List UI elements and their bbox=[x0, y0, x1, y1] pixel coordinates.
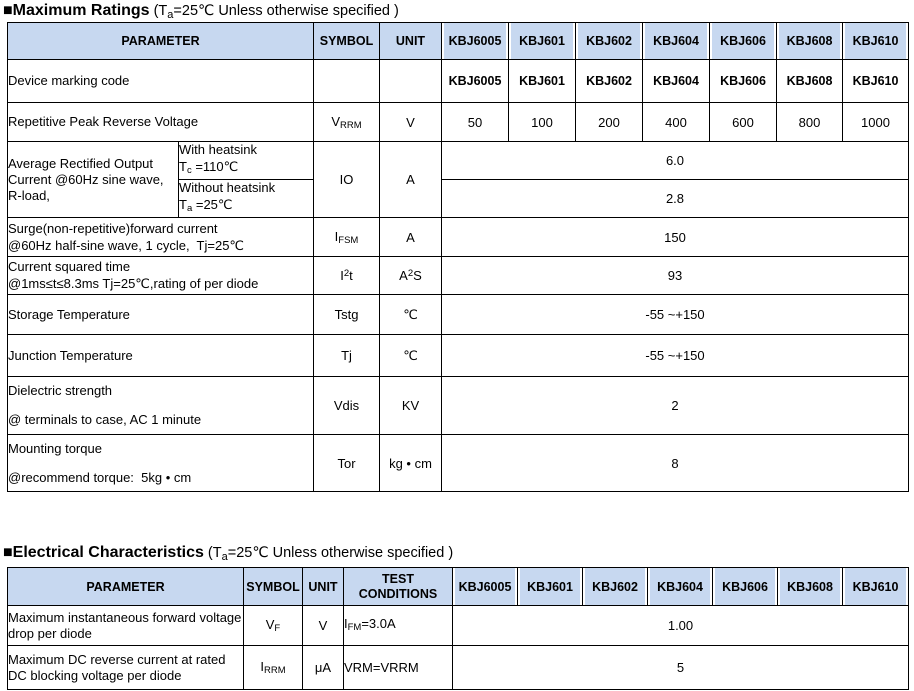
marking-value: KBJ6005 bbox=[442, 60, 509, 103]
device-header-chip bbox=[779, 23, 840, 59]
t2-device-header-kbj601 bbox=[518, 568, 583, 606]
empty-symbol-cell bbox=[314, 60, 380, 103]
marking-value: KBJ601 bbox=[509, 60, 576, 103]
condition-open: (T bbox=[149, 3, 168, 19]
t1-row-tstg bbox=[8, 295, 909, 335]
t1-header-parameter: PARAMETER bbox=[8, 23, 314, 60]
device-name: KBJ6005 bbox=[458, 579, 512, 594]
symbol-sub: RRM bbox=[340, 119, 362, 131]
device-name: KBJ610 bbox=[852, 579, 899, 594]
vdis-param-lines bbox=[8, 383, 313, 428]
symbol-main: I bbox=[334, 228, 339, 244]
device-name: KBJ604 bbox=[657, 579, 703, 594]
symbol-main: I bbox=[260, 659, 264, 674]
t1-header-symbol: SYMBOL bbox=[314, 23, 380, 60]
t1-device-header-kbj602 bbox=[576, 23, 643, 60]
test-line1: TEST bbox=[382, 571, 414, 586]
device-header-chip bbox=[780, 568, 840, 605]
io-value-with-heatsink: 6.0 bbox=[442, 142, 909, 180]
marking-value: KBJ608 bbox=[777, 60, 843, 103]
device-name: KBJ608 bbox=[786, 34, 833, 48]
symbol-main: I bbox=[340, 268, 344, 283]
cond-sub: FM bbox=[347, 621, 362, 633]
marking-param: Device marking code bbox=[8, 60, 314, 103]
device-header-chip bbox=[455, 568, 515, 605]
vdis-symbol: Vdis bbox=[314, 377, 380, 435]
param-line1: Mounting torque bbox=[8, 440, 102, 456]
device-name: KBJ602 bbox=[592, 579, 638, 594]
cond-post: =110℃ bbox=[191, 159, 239, 174]
cond-pre: T bbox=[179, 159, 187, 174]
vrrm-value: 800 bbox=[777, 103, 843, 142]
vrrm-param: Repetitive Peak Reverse Voltage bbox=[8, 103, 314, 142]
ifsm-param bbox=[8, 218, 314, 257]
i2t-param bbox=[8, 257, 314, 295]
io-symbol: IO bbox=[314, 142, 380, 218]
t2-device-header-kbj606 bbox=[713, 568, 778, 606]
condition-sub-a: a bbox=[221, 551, 228, 563]
device-header-chip bbox=[444, 23, 506, 59]
marking-value: KBJ610 bbox=[843, 60, 909, 103]
cond-sub: c bbox=[186, 165, 192, 176]
unit-main: A bbox=[399, 268, 408, 283]
tj-symbol: Tj bbox=[314, 335, 380, 377]
device-name: KBJ606 bbox=[722, 579, 768, 594]
io-cond-lines bbox=[179, 180, 313, 217]
device-header-chip bbox=[715, 568, 775, 605]
symbol-post: t bbox=[349, 268, 353, 283]
ifsm-unit: A bbox=[380, 218, 442, 257]
vf-value: 1.00 bbox=[453, 606, 909, 646]
device-header-chip bbox=[645, 23, 707, 59]
t2-header-test-conditions bbox=[344, 568, 453, 606]
device-header-chip bbox=[511, 23, 573, 59]
tor-symbol: Tor bbox=[314, 435, 380, 492]
cond-main: I bbox=[344, 615, 348, 631]
symbol-main: V bbox=[265, 617, 275, 632]
device-name: KBJ606 bbox=[720, 34, 766, 48]
vrrm-symbol bbox=[314, 103, 380, 142]
t1-device-header-kbj610 bbox=[843, 23, 909, 60]
t1-row-tor bbox=[8, 435, 909, 492]
device-name: KBJ604 bbox=[653, 34, 699, 48]
irrm-symbol bbox=[244, 646, 303, 690]
tstg-param: Storage Temperature bbox=[8, 295, 314, 335]
cond-line2 bbox=[179, 197, 313, 217]
tstg-unit: ℃ bbox=[380, 295, 442, 335]
vf-symbol bbox=[244, 606, 303, 646]
electrical-characteristics-title-text: ■Electrical Characteristics bbox=[3, 544, 204, 561]
marking-value: KBJ606 bbox=[710, 60, 777, 103]
cond-post: =3.0A bbox=[361, 615, 396, 631]
device-name: KBJ601 bbox=[519, 34, 565, 48]
t2-header-row bbox=[8, 568, 909, 606]
datasheet-page bbox=[0, 2, 914, 691]
unit-post: S bbox=[413, 268, 422, 283]
tj-param: Junction Temperature bbox=[8, 335, 314, 377]
vrrm-value: 1000 bbox=[843, 103, 909, 142]
device-name: KBJ602 bbox=[586, 34, 632, 48]
param-line2: @ terminals to case, AC 1 minute bbox=[8, 412, 202, 427]
ifsm-param-lines bbox=[8, 221, 313, 254]
vrrm-value: 100 bbox=[509, 103, 576, 142]
i2t-value: 93 bbox=[442, 257, 909, 295]
symbol-sub: F bbox=[274, 623, 281, 634]
empty-unit-cell bbox=[380, 60, 442, 103]
t2-header-unit: UNIT bbox=[303, 568, 344, 606]
electrical-characteristics-title bbox=[3, 544, 914, 564]
io-param: Average Rectified Output Current @60Hz sine wave, R-load, bbox=[8, 142, 179, 218]
t1-row-tj bbox=[8, 335, 909, 377]
test-conditions-lines bbox=[344, 572, 452, 602]
electrical-characteristics-table bbox=[7, 567, 909, 690]
cond-line1: Without heatsink bbox=[179, 180, 276, 195]
vrrm-unit: V bbox=[380, 103, 442, 142]
i2t-unit bbox=[380, 257, 442, 295]
tstg-symbol: Tstg bbox=[314, 295, 380, 335]
device-header-chip bbox=[520, 568, 580, 605]
max-ratings-title bbox=[3, 2, 914, 22]
marking-value: KBJ602 bbox=[576, 60, 643, 103]
device-header-chip bbox=[578, 23, 640, 59]
condition-rest: =25℃ Unless otherwise specified ) bbox=[227, 545, 454, 561]
i2t-symbol bbox=[314, 257, 380, 295]
t1-row-marking bbox=[8, 60, 909, 103]
cond-line2 bbox=[179, 159, 313, 179]
vf-test-condition bbox=[344, 606, 453, 646]
unit-sup: 2 bbox=[407, 268, 414, 279]
param-line1: Current squared time bbox=[8, 259, 131, 274]
t1-device-header-kbj601 bbox=[509, 23, 576, 60]
condition-open: (T bbox=[203, 545, 222, 561]
io-unit: A bbox=[380, 142, 442, 218]
vrrm-value: 200 bbox=[576, 103, 643, 142]
t1-row-vdis bbox=[8, 377, 909, 435]
vdis-unit: KV bbox=[380, 377, 442, 435]
vf-unit: V bbox=[303, 606, 344, 646]
t1-device-header-kbj6005 bbox=[442, 23, 509, 60]
max-ratings-table bbox=[7, 22, 909, 492]
device-header-chip bbox=[650, 568, 710, 605]
t1-device-header-kbj606 bbox=[710, 23, 777, 60]
param-line1: Surge(non-repetitive)forward current bbox=[8, 220, 218, 236]
electrical-characteristics-condition bbox=[204, 545, 453, 561]
symbol-main: V bbox=[331, 113, 341, 129]
cond-post: =25℃ bbox=[192, 197, 233, 212]
vrrm-value: 600 bbox=[710, 103, 777, 142]
t2-device-header-kbj610 bbox=[843, 568, 909, 606]
t1-row-i2t bbox=[8, 257, 909, 295]
marking-value: KBJ604 bbox=[643, 60, 710, 103]
vdis-value: 2 bbox=[442, 377, 909, 435]
io-value-without-heatsink: 2.8 bbox=[442, 180, 909, 218]
t2-device-header-kbj602 bbox=[583, 568, 648, 606]
tor-param-lines bbox=[8, 441, 313, 486]
t2-device-header-kbj608 bbox=[778, 568, 843, 606]
param-line2: @recommend torque: 5kg • cm bbox=[8, 469, 192, 485]
param-line2: @1ms≤t≤8.3ms Tj=25℃,rating of per diode bbox=[8, 276, 259, 291]
t2-header-parameter: PARAMETER bbox=[8, 568, 244, 606]
t2-header-symbol: SYMBOL bbox=[244, 568, 303, 606]
io-cond-lines bbox=[179, 142, 313, 179]
max-ratings-title-text: ■Maximum Ratings bbox=[3, 2, 150, 19]
symbol-sup: 2 bbox=[343, 268, 350, 279]
cond-sub: a bbox=[186, 203, 193, 214]
t1-header-unit: UNIT bbox=[380, 23, 442, 60]
cond-pre: T bbox=[179, 197, 187, 212]
test-line2: CONDITIONS bbox=[358, 586, 438, 601]
param-line2: @60Hz half-sine wave, 1 cycle, Tj=25℃ bbox=[8, 237, 245, 253]
device-header-chip bbox=[845, 568, 906, 605]
symbol-sub: FSM bbox=[338, 234, 359, 246]
max-ratings-condition bbox=[150, 3, 399, 19]
io-cond-with-heatsink bbox=[179, 142, 314, 180]
irrm-unit: μA bbox=[303, 646, 344, 690]
tor-value: 8 bbox=[442, 435, 909, 492]
io-cond-without-heatsink bbox=[179, 180, 314, 218]
t2-device-header-kbj604 bbox=[648, 568, 713, 606]
t2-device-header-kbj6005 bbox=[453, 568, 518, 606]
tj-unit: ℃ bbox=[380, 335, 442, 377]
device-name: KBJ601 bbox=[527, 579, 573, 594]
device-name: KBJ610 bbox=[852, 34, 899, 48]
t1-row-ifsm bbox=[8, 218, 909, 257]
t1-device-header-kbj608 bbox=[777, 23, 843, 60]
param-line1: Dielectric strength bbox=[8, 383, 113, 398]
vdis-param bbox=[8, 377, 314, 435]
t1-device-header-kbj604 bbox=[643, 23, 710, 60]
condition-sub-a: a bbox=[167, 9, 174, 21]
ifsm-value: 150 bbox=[442, 218, 909, 257]
device-header-chip bbox=[845, 23, 906, 59]
t1-row-io-with-heatsink bbox=[8, 142, 909, 180]
irrm-param: Maximum DC reverse current at rated DC blocking voltage per diode bbox=[8, 646, 244, 690]
i2t-param-lines bbox=[8, 259, 313, 292]
tor-param bbox=[8, 435, 314, 492]
device-name: KBJ608 bbox=[787, 579, 833, 594]
device-name: KBJ6005 bbox=[448, 34, 502, 48]
irrm-value: 5 bbox=[453, 646, 909, 690]
ifsm-symbol bbox=[314, 218, 380, 257]
cond-line1: With heatsink bbox=[179, 142, 258, 157]
tor-unit: kg • cm bbox=[380, 435, 442, 492]
vrrm-value: 400 bbox=[643, 103, 710, 142]
t1-row-vrrm bbox=[8, 103, 909, 142]
tstg-value: -55 ~+150 bbox=[442, 295, 909, 335]
symbol-sub: RRM bbox=[263, 665, 286, 676]
t2-row-irrm bbox=[8, 646, 909, 690]
vf-param: Maximum instantaneous forward voltage drop per diode bbox=[8, 606, 244, 646]
condition-rest: =25℃ Unless otherwise specified ) bbox=[173, 3, 399, 19]
device-header-chip bbox=[585, 568, 645, 605]
t2-row-vf bbox=[8, 606, 909, 646]
vrrm-value: 50 bbox=[442, 103, 509, 142]
t1-header-row bbox=[8, 23, 909, 60]
irrm-test-condition: VRM=VRRM bbox=[344, 646, 453, 690]
tj-value: -55 ~+150 bbox=[442, 335, 909, 377]
device-header-chip bbox=[712, 23, 774, 59]
